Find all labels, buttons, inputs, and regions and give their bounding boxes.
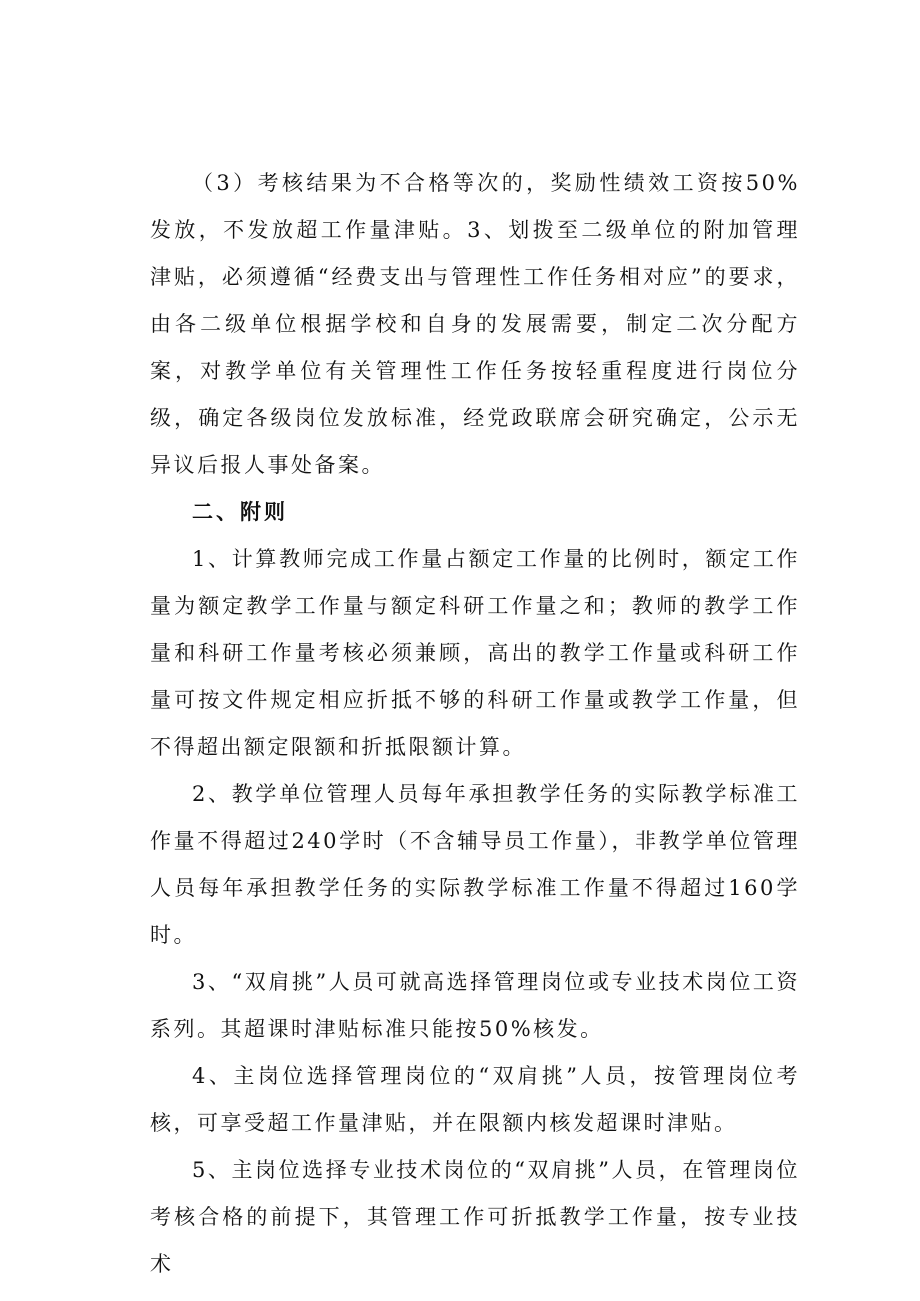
paragraph-rule-3: 3、“双肩挑”人员可就高选择管理岗位或专业技术岗位工资系列。其超课时津贴标准只能按50%核发。 (150, 970, 800, 1041)
paragraph-assessment-result: （3）考核结果为不合格等次的，奖励性绩效工资按50%发放，不发放超工作量津贴。3、划拨至二级单位的附加管理津贴，必须遵循“经费支出与管理性工作任务相对应”的要求，由各二级单位根据学校和自身的发展需要，制定二次分配方案，对教学单位有关管理性工作任务按轻重程度进行岗位分级，确定各级岗位发放标准，经党政联席会研究确定，公示无异议后报人事处备案。 (150, 171, 800, 477)
paragraph-rule-5: 5、主岗位选择专业技术岗位的“双肩挑”人员，在管理岗位考核合格的前提下，其管理工作可折抵教学工作量，按专业技术 (150, 1158, 800, 1276)
section-heading-appendix: 二、附则 (192, 500, 288, 524)
paragraph-rule-4: 4、主岗位选择管理岗位的“双肩挑”人员，按管理岗位考核，可享受超工作量津贴，并在限额内核发超课时津贴。 (150, 1064, 800, 1135)
paragraph-rule-1: 1、计算教师完成工作量占额定工作量的比例时，额定工作量为额定教学工作量与额定科研工作量之和；教师的教学工作量和科研工作量考核必须兼顾，高出的教学工作量或科研工作量可按文件规定相应折抵不够的科研工作量或教学工作量，但不得超出额定限额和折抵限额计算。 (150, 547, 800, 759)
paragraph-rule-2: 2、教学单位管理人员每年承担教学任务的实际教学标准工作量不得超过240学时（不含辅导员工作量），非教学单位管理人员每年承担教学任务的实际教学标准工作量不得超过160学时。 (150, 782, 800, 947)
document-body (150, 160, 800, 1288)
